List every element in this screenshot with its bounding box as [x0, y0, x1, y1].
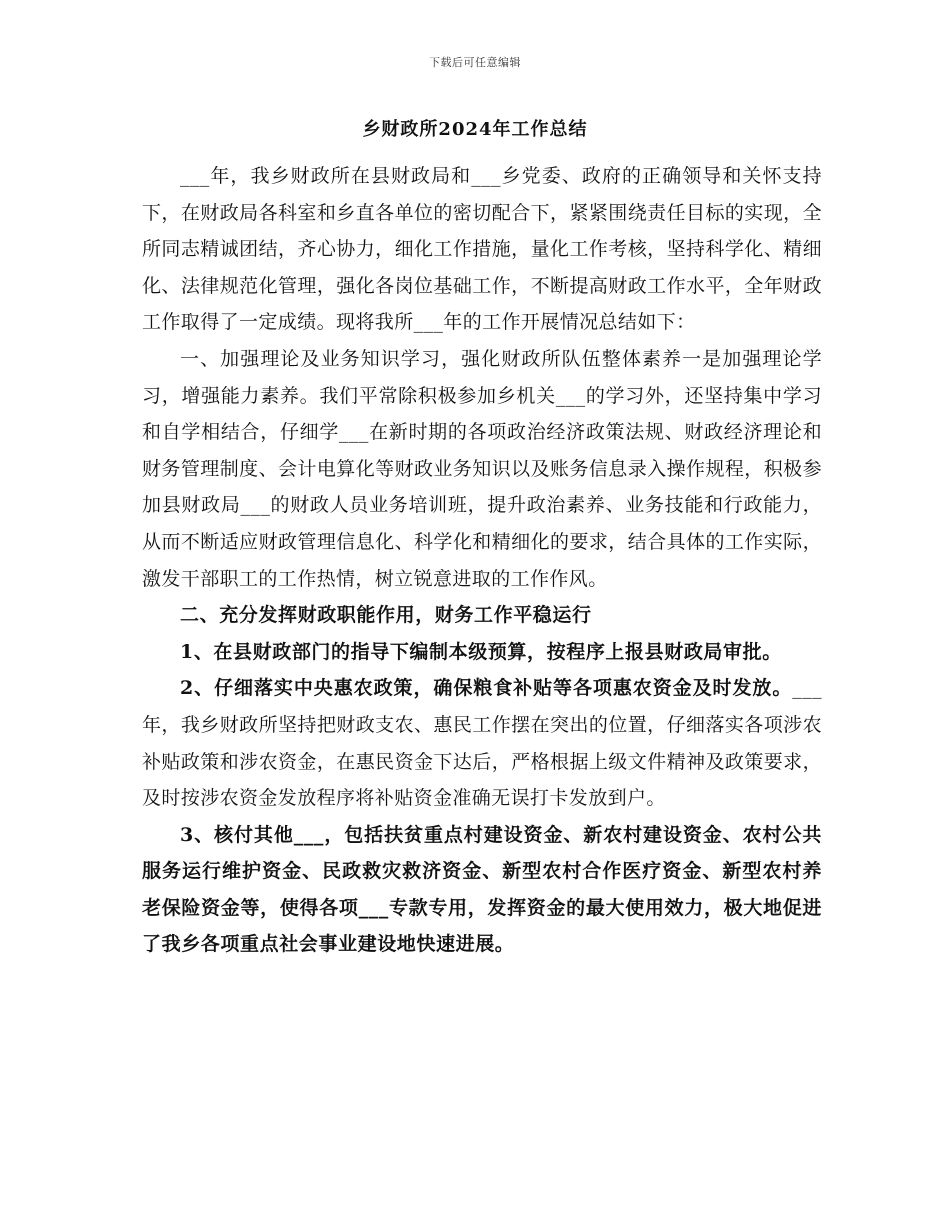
section1-paragraph: 一、加强理论及业务知识学习，强化财政所队伍整体素养一是加强理论学习，增强能力素养。我们平常除积极参加乡机关___的学习外，还坚持集中学习和自学相结合，仔细学___在新时期的各项政治经济政策法规、财政经济理论和财务管理制度、会计电算化等财政业务知识以及账务信息录入操作规程，积极参加县财政局___的财政人员业务培训班，提升政治素养、业务技能和行政能力，从而不断适应财政管理信息化、科学化和精细化的要求，结合具体的工作实际，激发干部职工的工作热情，树立锐意进取的工作作风。 [142, 347, 822, 590]
item2-body: ___年，我乡财政所坚持把财政支农、惠民工作摆在突出的位置，仔细落实各项涉农补贴政策和涉农资金，在惠民资金下达后，严格根据上级文件精神及政策要求，及时按涉农资金发放程序将补贴资金准确无误打卡发放到户。 [142, 677, 822, 810]
item2-paragraph [142, 670, 822, 816]
item1-paragraph: 1、在县财政部门的指导下编制本级预算，按程序上报县财政局审批。 [180, 640, 782, 663]
document-body [142, 158, 822, 963]
section2-heading: 二、充分发挥财政职能作用，财务工作平稳运行 [180, 604, 592, 627]
header-note: 下载后可任意编辑 [429, 56, 521, 69]
item2-lead: 2、仔细落实中央惠农政策，确保粮食补贴等各项惠农资金及时发放。 [180, 677, 793, 700]
intro-paragraph: ___年，我乡财政所在县财政局和___乡党委、政府的正确领导和关怀支持下，在财政局各科室和乡直各单位的密切配合下，紧紧围绕责任目标的实现，全所同志精诚团结，齐心协力，细化工作措施，量化工作考核，坚持科学化、精细化、法律规范化管理，强化各岗位基础工作，不断提高财政工作水平，全年财政工作取得了一定成绩。现将我所___年的工作开展情况总结如下： [142, 165, 822, 334]
item3-paragraph: 3、核付其他___，包括扶贫重点村建设资金、新农村建设资金、农村公共服务运行维护资金、民政救灾救济资金、新型农村合作医疗资金、新型农村养老保险资金等，使得各项___专款专用，发挥资金的最大使用效力，极大地促进了我乡各项重点社会事业建设地快速进展。 [142, 823, 822, 956]
document-title: 乡财政所2024年工作总结 [362, 119, 588, 140]
